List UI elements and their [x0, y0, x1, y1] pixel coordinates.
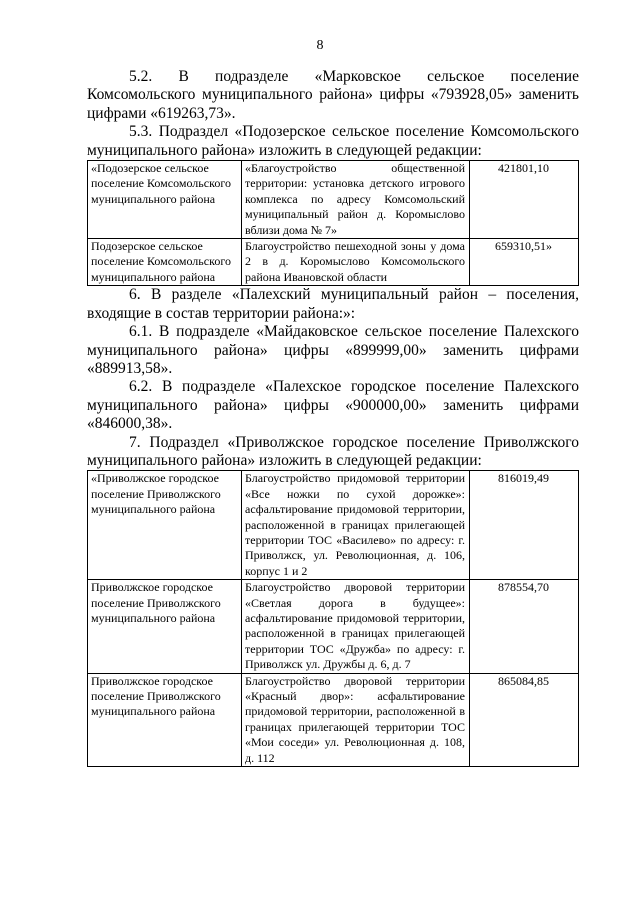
amount-cell: 865084,85: [470, 673, 579, 766]
table-row: [88, 673, 579, 766]
settlement-cell: Приволжское городское поселение Приволжского муниципального района: [88, 673, 242, 766]
description-cell: Благоустройство дворовой территории «Красный двор»: асфальтирование придомовой территории, расположенной в границах прилегающей территории ТОС «Мои соседи» ул. Революционная д. 108, д. 112: [242, 673, 470, 766]
table-row: [88, 471, 579, 580]
table-podozerskoe: [87, 160, 579, 286]
page-number: 8: [316, 38, 324, 53]
description-cell: Благоустройство придомовой территории «Все ножки по сухой дорожке»: асфальтирование придомовой территории, расположенной в границах прилегающей территории ТОС «Василево» по адресу: г. Приволжск, ул. Революционная, д. 106, корпус 1 и 2: [242, 471, 470, 580]
paragraph-6-2: 6.2. В подразделе «Палехское городское поселение Палехского муниципального района» цифры «900000,00» заменить цифрами «846000,38».: [87, 378, 579, 433]
description-cell: Благоустройство пешеходной зоны у дома 2 в д. Коромыслово Комсомольского района Ивановской области: [242, 239, 470, 286]
paragraph-7: 7. Подраздел «Приволжское городское поселение Приволжского муниципального района» изложить в следующей редакции:: [87, 433, 579, 469]
description-cell: Благоустройство дворовой территории «Светлая дорога в будущее»: асфальтирование придомовой территории, расположенной в границах прилегающей территории ТОС «Дружба» по адресу: г. Приволжск ул. Дружбы д. 6, д. 7: [242, 580, 470, 673]
paragraph-6: 6. В разделе «Палехский муниципальный район – поселения, входящие в состав территории района:»:: [87, 286, 579, 322]
amount-cell: 659310,51»: [470, 239, 579, 286]
description-cell: «Благоустройство общественной территории: установка детского игрового комплекса по адресу Комсомольский муниципальный район д. Коромыслово вблизи дома № 7»: [242, 161, 470, 239]
table-row: [88, 239, 579, 286]
paragraph-5-2: 5.2. В подразделе «Марковское сельское поселение Комсомольского муниципального района» цифры «793928,05» заменить цифрами «619263,73».: [87, 68, 579, 122]
document-body: [87, 68, 579, 767]
table-row: [88, 580, 579, 673]
settlement-cell: Приволжское городское поселение Приволжского муниципального района: [88, 580, 242, 673]
paragraph-5-3: 5.3. Подраздел «Подозерское сельское поселение Комсомольского муниципального района» изложить в следующей редакции:: [87, 123, 579, 159]
settlement-cell: «Приволжское городское поселение Приволжского муниципального района: [88, 471, 242, 580]
table-privolzhskoe: [87, 470, 579, 767]
settlement-cell: «Подозерское сельское поселение Комсомольского муниципального района: [88, 161, 242, 239]
amount-cell: 816019,49: [470, 471, 579, 580]
amount-cell: 878554,70: [470, 580, 579, 673]
settlement-cell: Подозерское сельское поселение Комсомольского муниципального района: [88, 239, 242, 286]
paragraph-6-1: 6.1. В подразделе «Майдаковское сельское поселение Палехского муниципального района» цифры «899999,00» заменить цифрами «889913,58».: [87, 323, 579, 377]
amount-cell: 421801,10: [470, 161, 579, 239]
table-row: [88, 161, 579, 239]
